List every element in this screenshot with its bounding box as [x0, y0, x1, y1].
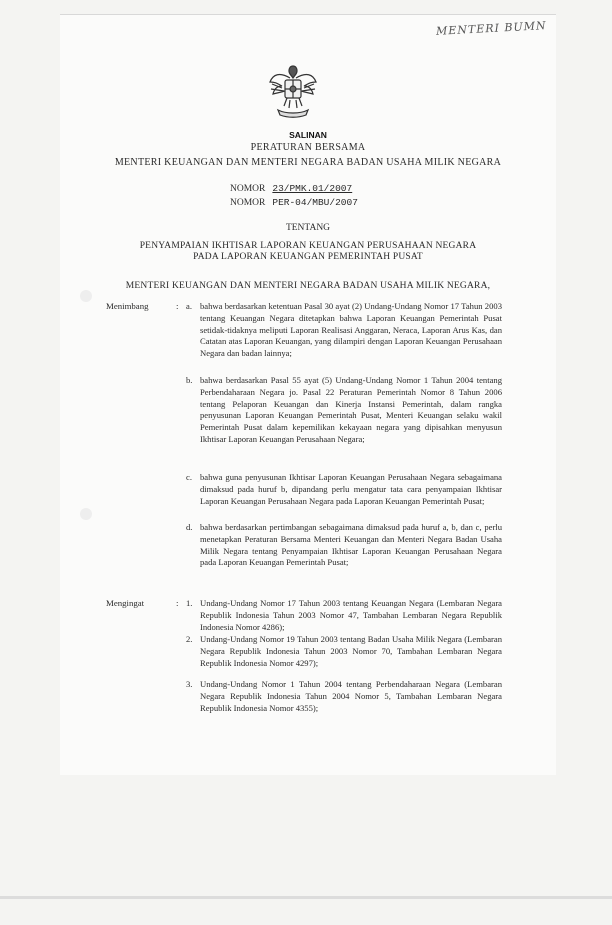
- nomor-label: NOMOR: [230, 198, 266, 208]
- menimbang-colon: :: [176, 301, 179, 311]
- item-marker: b.: [186, 375, 193, 385]
- subject-line-1: PENYAMPAIAN IKHTISAR LAPORAN KEUANGAN PERUSAHAAN NEGARA: [139, 241, 477, 251]
- nomor-value-2: PER-04/MBU/2007: [272, 197, 358, 208]
- item-marker: 1.: [186, 598, 193, 608]
- mengingat-item-1: Undang-Undang Nomor 17 Tahun 2003 tentang Keuangan Negara (Lembaran Negara Republik Indonesia Tahun 2003 Nomor 47, Tambahan Lembaran Negara Republik Indonesia Nomor 4286);: [200, 598, 502, 632]
- item-marker: a.: [186, 301, 192, 311]
- menimbang-item-c: bahwa guna penyusunan Ikhtisar Laporan Keuangan Perusahaan Negara sebagaimana dimaksud pada huruf b, dipandang perlu mengatur tata cara penyampaian Ikhtisar Laporan Keuangan Perusahaan Negara pada Laporan Keuangan Pemerintah Pusat;: [200, 472, 502, 506]
- item-marker: 3.: [186, 679, 193, 689]
- item-marker: d.: [186, 522, 193, 532]
- nomor-line-1: [230, 183, 352, 194]
- garuda-emblem-icon: [268, 62, 318, 120]
- item-marker: 2.: [186, 634, 193, 644]
- punch-hole-mark: [80, 508, 92, 520]
- handwritten-note: MENTERI BUMN: [435, 19, 547, 38]
- mengingat-item-3: Undang-Undang Nomor 1 Tahun 2004 tentang Perbendaharaan Negara (Lembaran Negara Republik Indonesia Tahun 2004 Nomor 5, Tambahan Lembaran Negara Republik Indonesia Nomor 4355);: [200, 679, 502, 713]
- menimbang-item-b: bahwa berdasarkan Pasal 55 ayat (5) Undang-Undang Nomor 1 Tahun 2004 tentang Perbendaharaan Negara jo. Pasal 22 Peraturan Pemerintah Nomor 8 Tahun 2006 tentang Pelaporan Keuangan dan Kinerja Instansi Pemerintah, dalam rangka penyusunan Laporan Keuangan Pemerintah Pusat, Menteri Keuangan selaku wakil Pemerintah Pusat dalam kepemilikan kekayaan negara yang dipisahkan menyusun Ikhtisar Laporan Keuangan Perusahaan Negara;: [200, 375, 502, 444]
- scan-edge: [0, 896, 612, 899]
- tentang-heading: TENTANG: [285, 223, 331, 233]
- punch-hole-mark: [80, 290, 92, 302]
- mengingat-item-2: Undang-Undang Nomor 19 Tahun 2003 tentang Badan Usaha Milik Negara (Lembaran Negara Republik Indonesia Tahun 2003 Nomor 70, Tambahan Lembaran Negara Republik Indonesia Nomor 4297);: [200, 634, 502, 668]
- mengingat-label: Mengingat: [106, 598, 145, 608]
- salinan-label: SALINAN: [289, 130, 327, 140]
- mengingat-colon: :: [176, 598, 179, 608]
- item-marker: c.: [186, 472, 192, 482]
- issuing-authority-title: MENTERI KEUANGAN DAN MENTERI NEGARA BADAN USAHA MILIK NEGARA: [114, 157, 502, 168]
- nomor-line-2: [230, 197, 358, 208]
- nomor-value-1: 23/PMK.01/2007: [272, 183, 353, 194]
- menimbang-label: Menimbang: [106, 301, 149, 311]
- enacting-authority: MENTERI KEUANGAN DAN MENTERI NEGARA BADAN USAHA MILIK NEGARA,: [125, 281, 491, 291]
- document-type-title: PERATURAN BERSAMA: [250, 142, 366, 153]
- menimbang-item-a: bahwa berdasarkan ketentuan Pasal 30 ayat (2) Undang-Undang Nomor 17 Tahun 2003 tentang Keuangan Negara ditetapkan bahwa Laporan Keuangan Pemerintah Pusat setidak-tidaknya meliputi Laporan Realisasi Anggaran, Neraca, Laporan Arus Kas, dan Catatan atas Laporan Keuangan, yang dilampiri dengan Laporan Keuangan Perusahaan Negara dan badan lainnya;: [200, 301, 502, 359]
- menimbang-item-d: bahwa berdasarkan pertimbangan sebagaimana dimaksud pada huruf a, b, dan c, perlu menetapkan Peraturan Bersama Menteri Keuangan dan Menteri Negara Badan Usaha Milik Negara tentang Penyampaian Ikhtisar Laporan Keuangan Perusahaan Negara pada Laporan Keuangan Pemerintah Pusat;: [200, 522, 502, 568]
- nomor-label: NOMOR: [230, 184, 266, 194]
- subject-line-2: PADA LAPORAN KEUANGAN PEMERINTAH PUSAT: [193, 252, 423, 262]
